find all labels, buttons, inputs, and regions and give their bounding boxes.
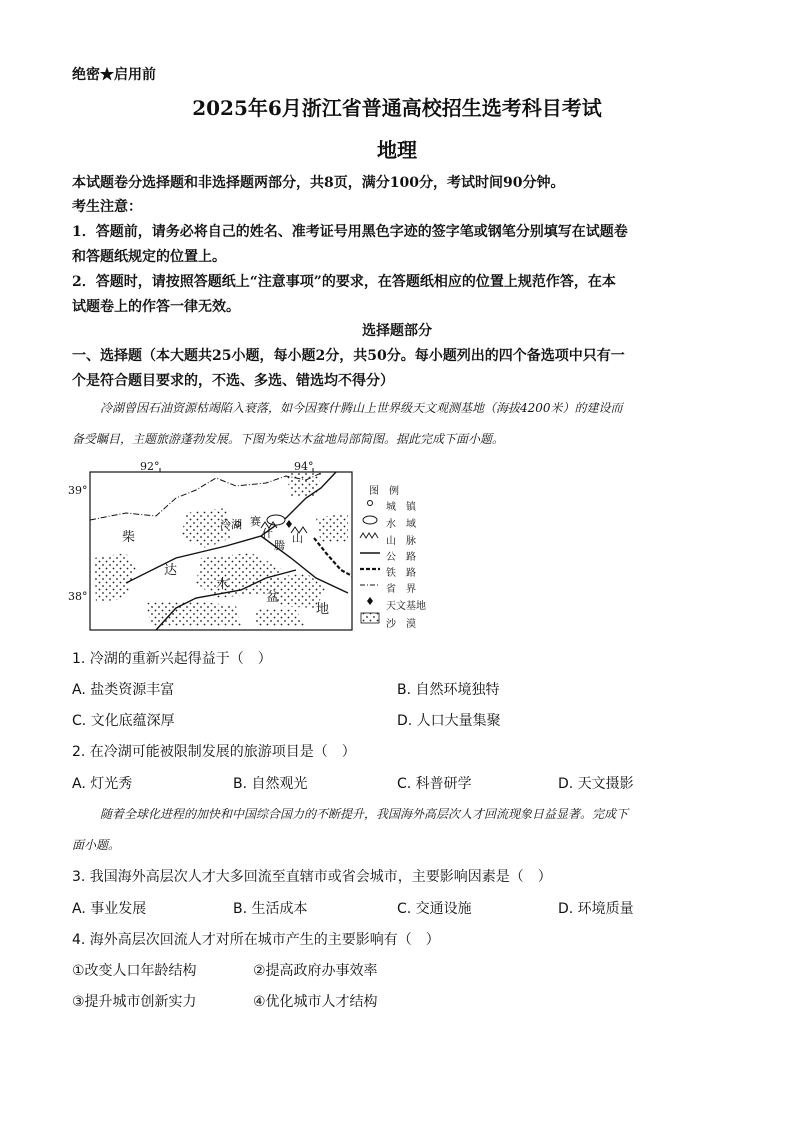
q1-option-b[interactable]: B. 自然环境独特 [397,682,500,698]
desert-area [286,473,321,498]
q3-option-a[interactable]: A. 事业发展 [72,901,147,917]
q4-choice-4: ④优化城市人才结构 [253,994,378,1010]
place-label: 山 [292,532,303,545]
q1-option-d[interactable]: D. 人口大量集聚 [397,713,501,729]
passage1-line1: 冷湖曾因石油资源枯竭陷入衰落，如今因赛什腾山上世界级天文观测基地（海拔4200米）的建设而 [100,401,623,415]
basin-label: 木 [216,577,230,592]
confidential-label: 绝密★启用前 [72,67,156,83]
legend-desert: 沙 漠 [386,619,416,630]
qaidam-basin-map [66,458,426,638]
q2-option-b[interactable]: B. 自然观光 [233,776,308,792]
q4-stem: 4. 海外高层次回流人才对所在城市产生的主要影响有（ ） [72,932,440,948]
legend-observatory: 天文基地 [386,601,426,612]
legend-road: 公 路 [386,552,416,563]
note1-line2: 和答题纸规定的位置上。 [72,249,226,265]
q3-option-b[interactable]: B. 生活成本 [233,901,308,917]
q1-option-c[interactable]: C. 文化底蕴深厚 [72,713,175,729]
q1-option-a[interactable]: A. 盐类资源丰富 [72,682,175,698]
basin-label: 地 [316,602,330,617]
legend-water: 水 域 [386,519,416,530]
note2-line1: 2．答题时，请按照答题纸上“注意事项”的要求，在答题纸相应的位置上规范作答，在本 [72,274,616,290]
lon-label: 92° [140,460,160,473]
notice-title: 考生注意： [72,199,142,215]
q3-option-c[interactable]: C. 交通设施 [397,901,472,917]
section-heading-line2: 个是符合题目要求的，不选、多选、错选均不得分） [72,373,394,389]
q3-option-d[interactable]: D. 环境质量 [558,901,634,917]
section-title: 选择题部分 [362,323,432,339]
passage2-line2: 面小题。 [72,838,121,852]
legend-railway: 铁 路 [386,568,416,579]
passage2-line1: 随着全球化进程的加快和中国综合国力的不断提升，我国海外高层次人才回流现象日益显著。完成下 [100,807,629,821]
exam-title: 2025年6月浙江省普通高校招生选考科目考试 [192,96,602,120]
note2-line2: 试题卷上的作答一律无效。 [72,299,240,315]
q2-stem: 2. 在冷湖可能被限制发展的旅游项目是（ ） [72,744,356,760]
legend-title: 图 例 [369,486,399,497]
legend-mountain: 山 脉 [386,536,416,547]
place-label: 赛 [250,515,261,528]
lat-label: 38° [68,590,88,603]
basin-label: 柴 [122,530,136,545]
q4-choice-2: ②提高政府办事效率 [253,963,378,979]
q4-choice-3: ③提升城市创新实力 [72,994,197,1010]
place-label: 冷湖 [220,518,242,531]
place-label: 腾 [274,539,285,552]
water-body [267,515,285,525]
q3-stem: 3. 我国海外高层次人才大多回流至直辖市或省会城市，主要影响因素是（ ） [72,869,552,885]
q2-option-d[interactable]: D. 天文摄影 [558,776,634,792]
intro-line: 本试题卷分选择题和非选择题两部分，共8页，满分100分，考试时间90分钟。 [72,175,565,191]
lat-label: 39° [68,484,88,497]
basin-label: 达 [164,563,178,578]
q2-option-c[interactable]: C. 科普研学 [397,776,472,792]
q4-choice-1: ①改变人口年龄结构 [72,963,197,979]
section-heading-line1: 一、选择题（本大题共25小题，每小题2分，共50分。每小题列出的四个备选项中只有一 [72,348,625,364]
q2-option-a[interactable]: A. 灯光秀 [72,776,133,792]
lon-label: 94° [294,460,314,473]
place-label: 什 [262,527,273,540]
passage1-line2: 备受瞩目，主题旅游蓬勃发展。下图为柴达木盆地局部简图。据此完成下面小题。 [72,432,505,446]
legend-town: 城 镇 [386,502,416,513]
subject-title: 地理 [377,138,417,162]
desert-area [316,513,348,543]
note1-line1: 1．答题前，请务必将自己的姓名、准考证号用黑色字迹的签字笔或钢笔分别填写在试题卷 [72,224,628,240]
q1-stem: 1. 冷湖的重新兴起得益于（ ） [72,651,272,667]
legend-province: 省 界 [386,584,416,595]
basin-label: 盆 [266,590,280,605]
